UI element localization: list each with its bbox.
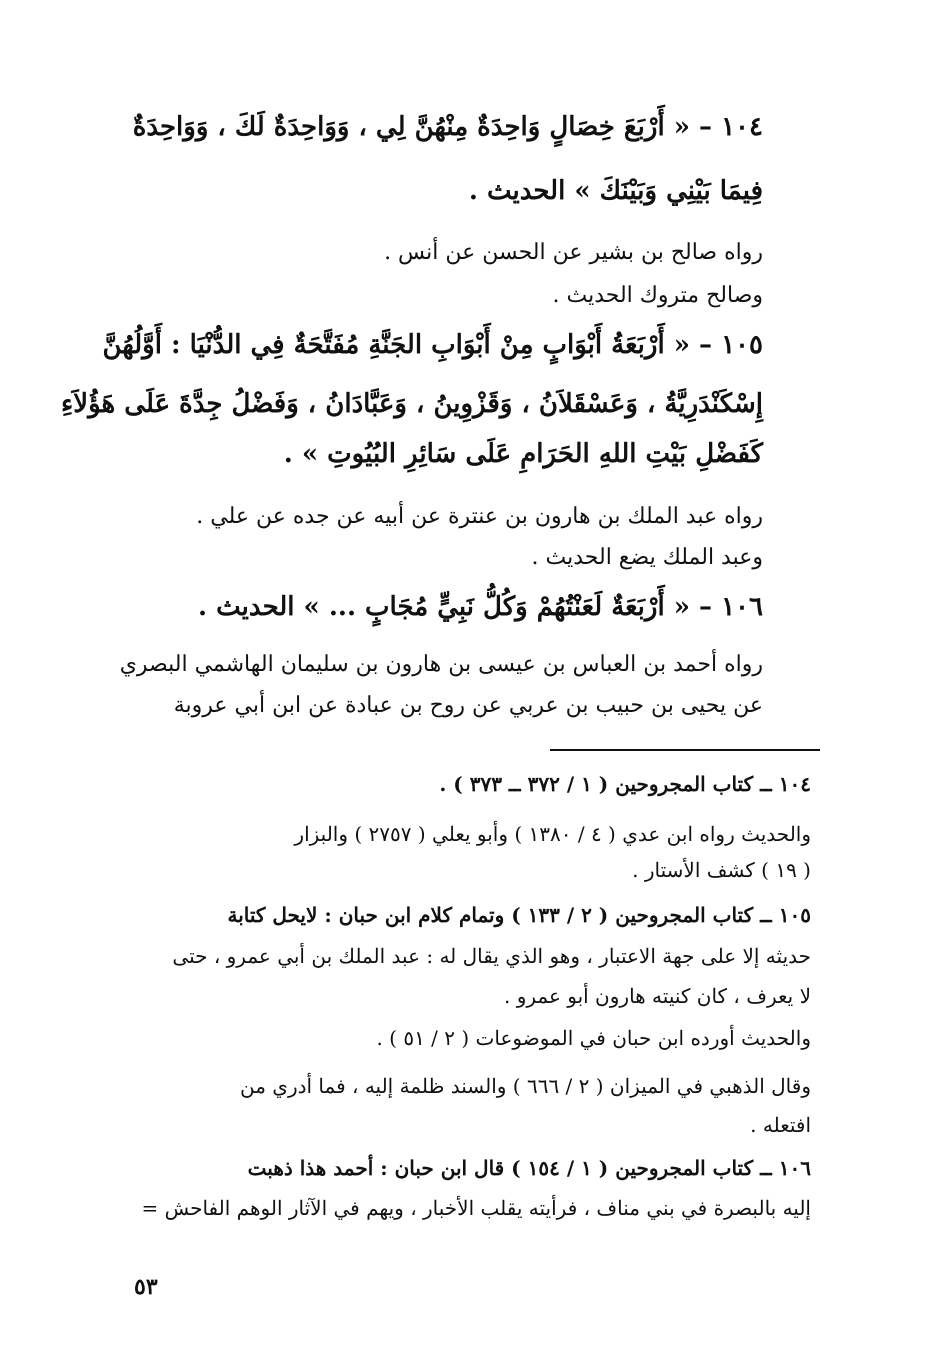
footnote-106-line-2: إليه بالبصرة في بني مناف ، فرأيته يقلب الأخبار ، ويهم في الآثار الوهم الفاحش = <box>141 1196 811 1220</box>
narration-105-line-2: وعبد الملك يضع الحديث . <box>531 545 763 570</box>
footnote-105-line-4: والحديث أورده ابن حبان في الموضوعات ( ٢ / ٥١ ) . <box>376 1026 811 1050</box>
hadith-104-line-1: ١٠٤ – « أَرْبَعَ خِصَالٍ وَاحِدَةٌ مِنْهُنَّ لِي ، وَوَاحِدَةٌ لَكَ ، وَوَاحِدَةٌ <box>132 112 763 142</box>
footnote-105-line-5: وقال الذهبي في الميزان ( ٢ / ٦٦٦ ) والسند ظلمة إليه ، فما أدري من <box>240 1074 811 1098</box>
narration-106-line-1: رواه أحمد بن العباس بن عيسى بن هارون بن سليمان الهاشمي البصري <box>119 652 763 677</box>
footnote-104-line-1: ١٠٤ ــ كتاب المجروحين ( ١ / ٣٧٢ ــ ٣٧٣ ) . <box>439 772 811 796</box>
narration-104-line-2: وصالح متروك الحديث . <box>552 283 763 308</box>
footnote-104-line-3: ( ١٩ ) كشف الأستار . <box>632 858 811 882</box>
narration-104-line-1: رواه صالح بن بشير عن الحسن عن أنس . <box>384 240 763 265</box>
footnote-105-line-1: ١٠٥ ــ كتاب المجروحين ( ٢ / ١٣٣ ) وتمام كلام ابن حبان : لايحل كتابة <box>227 903 811 927</box>
narration-105-line-1: رواه عبد الملك بن هارون بن عنترة عن أبيه عن جده عن علي . <box>196 504 763 529</box>
footnote-105-line-6: افتعله . <box>750 1113 811 1137</box>
hadith-106-line-1: ١٠٦ – « أَرْبَعَةٌ لَعَنْتُهُمْ وَكُلُّ نَبِيٍّ مُجَابٍ ... » الحديث . <box>198 592 763 622</box>
footnote-104-line-2: والحديث رواه ابن عدي ( ٤ / ١٣٨٠ ) وأبو يعلي ( ٢٧٥٧ ) والبزار <box>294 822 811 846</box>
narration-106-line-2: عن يحيى بن حبيب بن عربي عن روح بن عبادة عن ابن أبي عروبة <box>173 693 763 718</box>
footnote-105-line-3: لا يعرف ، كان كنيته هارون أبو عمرو . <box>503 984 811 1008</box>
footnote-separator <box>550 749 820 751</box>
hadith-105-line-2: إِسْكَنْدَرِيَّةُ ، وَعَسْقَلاَنُ ، وَقَزْوِينُ ، وَعَبَّادَانُ ، وَفَضْلُ جِدَّةَ عَلَى هَؤُلاَءِ <box>61 389 763 419</box>
hadith-105-line-3: كَفَضْلِ بَيْتِ اللهِ الحَرَامِ عَلَى سَائِرِ البُيُوتِ » . <box>283 439 763 469</box>
footnote-105-line-2: حديثه إلا على جهة الاعتبار ، وهو الذي يقال له : عبد الملك بن أبي عمرو ، حتى <box>172 944 811 968</box>
hadith-104-line-2: فِيمَا بَيْنِي وَبَيْنَكَ » الحديث . <box>468 176 763 206</box>
page-number: ٥٣ <box>134 1274 158 1300</box>
hadith-105-line-1: ١٠٥ – « أَرْبَعَةُ أَبْوَابٍ مِنْ أَبْوَابِ الجَنَّةِ مُفَتَّحَةٌ فِي الدُّنْيَا : أَوَّلُهُنَّ <box>102 330 763 360</box>
footnote-106-line-1: ١٠٦ ــ كتاب المجروحين ( ١ / ١٥٤ ) قال ابن حبان : أحمد هذا ذهبت <box>247 1156 811 1180</box>
